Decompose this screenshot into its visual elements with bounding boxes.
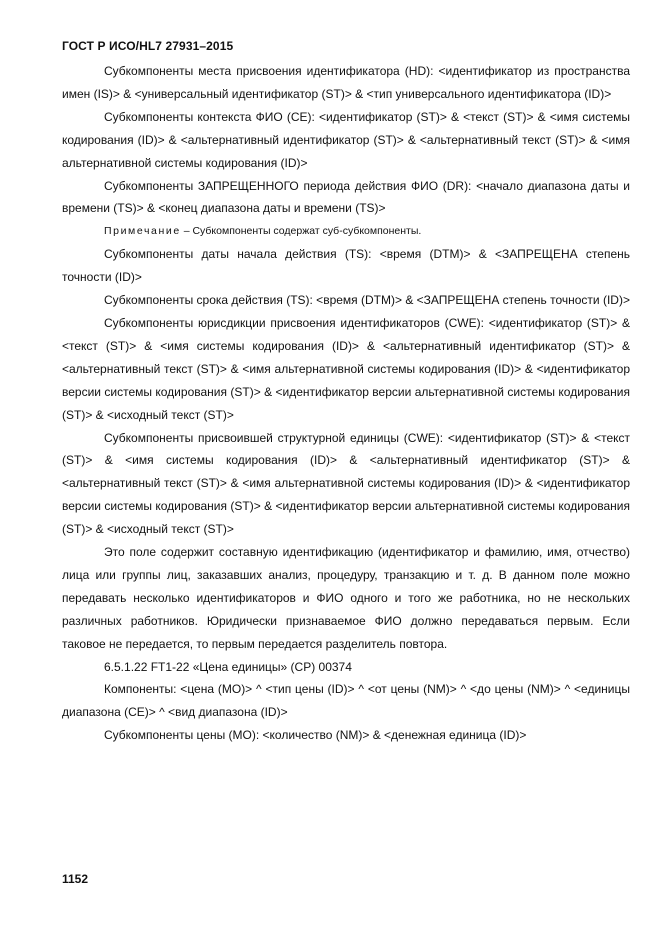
note-label: Примечание: [104, 225, 181, 238]
section-heading: 6.5.1.22 FT1-22 «Цена единицы» (CP) 00374: [104, 659, 352, 674]
paragraph-jurisdiction-subcomponents: Субкомпоненты юрисдикции присвоения идентификаторов (CWE): <идентификатор (ST)> & <текст (ST)> & <имя системы кодирования (ID)> & <альтернативный идентификатор (ST)> & <альтернативный текст (ST)> & <имя альтернативной системы кодирования (ID)> & <идентификатор версии системы кодирования (ST)> & <идентификатор версии альтернативной системы кодирования (ST)> & <исходный текст (ST)>: [62, 315, 630, 422]
paragraph-dr-subcomponents: Субкомпоненты ЗАПРЕЩЕННОГО периода действия ФИО (DR): <начало диапазона даты и времени (TS)> & <конец диапазона даты и времени (TS)>: [62, 178, 630, 216]
paragraph-components: Компоненты: <цена (MO)> ^ <тип цены (ID)> ^ <от цены (NM)> ^ <до цены (NM)> ^ <единицы диапазона (CE)> ^ <вид диапазона (ID)>: [62, 682, 630, 720]
paragraph-department-subcomponents: Субкомпоненты присвоившей структурной единицы (CWE): <идентификатор (ST)> & <текст (ST)> & <имя системы кодирования (ID)> & <альтернативный идентификатор (ST)> & <альтернативный текст (ST)> & <имя альтернативной системы кодирования (ID)> & <идентификатор версии системы кодирования (ST)> & <идентификатор версии альтернативной системы кодирования (ST)> & <исходный текст (ST)>: [62, 430, 630, 537]
paragraph-field-description: Это поле содержит составную идентификацию (идентификатор и фамилию, имя, отчество) лица или группы лиц, заказавших анализ, процедуру, транзакцию и т. д. В данном поле можно передавать несколько идентификаторов и ФИО одного и того же работника, но не нескольких различных работников. Юридически признаваемое ФИО должно передаваться первым. Если таковое не передается, то первым передается разделитель повтора.: [62, 545, 630, 651]
note-text: – Субкомпоненты содержат суб-субкомпоненты.: [180, 225, 422, 238]
document-body: [62, 60, 630, 747]
paragraph-expiry-subcomponents: Субкомпоненты срока действия (TS): <время (DTM)> & <ЗАПРЕЩЕНА степень точности (ID)>: [104, 293, 630, 308]
paragraph-price-subcomponents: Субкомпоненты цены (MO): <количество (NM)> & <денежная единица (ID)>: [104, 728, 527, 743]
paragraph-start-date-subcomponents: Субкомпоненты даты начала действия (TS): <время (DTM)> & <ЗАПРЕЩЕНА степень точности (ID)>: [62, 247, 630, 285]
paragraph-hd-subcomponents: Субкомпоненты места присвоения идентификатора (HD): <идентификатор из пространства имен (IS)> & <универсальный идентификатор (ST)> & <тип универсального идентификатора (ID)>: [62, 64, 630, 101]
page-number: 1152: [62, 872, 89, 886]
paragraph-ce-subcomponents: Субкомпоненты контекста ФИО (CE): <идентификатор (ST)> & <текст (ST)> & <имя системы кодирования (ID)> & <альтернативный идентификатор (ST)> & <альтернативный текст (ST)> & <имя альтернативной системы кодирования (ID)>: [62, 109, 630, 170]
note: [62, 220, 630, 243]
document-header: ГОСТ Р ИСО/HL7 27931–2015: [62, 39, 234, 53]
